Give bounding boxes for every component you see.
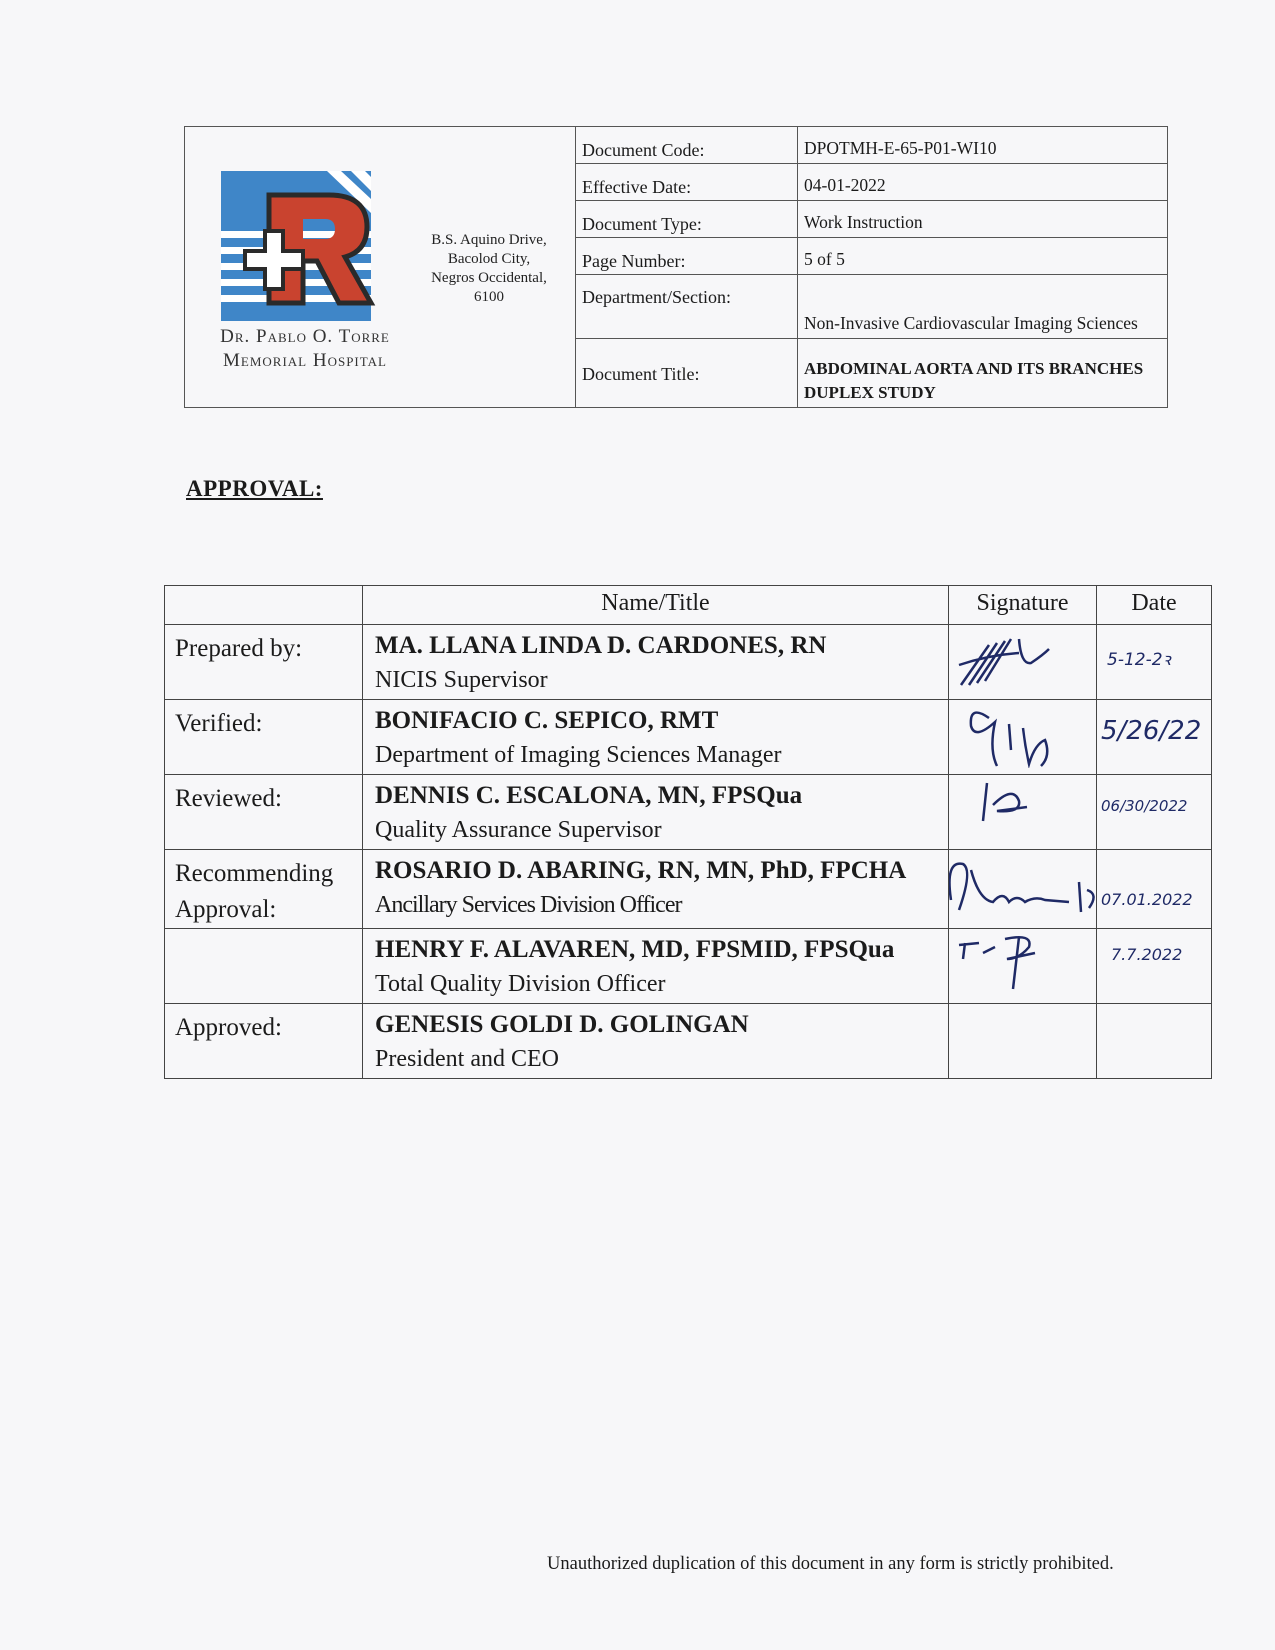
hospital-name-line2: Memorial Hospital [223, 350, 387, 371]
approval-table [164, 585, 1212, 1079]
person-name: HENRY F. ALAVAREN, MD, FPSMID, FPSQua [375, 936, 895, 963]
signature-mark [949, 700, 1097, 768]
signed-date: 5/26/22 [1101, 716, 1202, 746]
info-row-department [576, 275, 1167, 339]
name-title-column-header: Name/Title [363, 586, 949, 625]
date-cell [1097, 625, 1212, 700]
info-row-effective-date [576, 164, 1167, 201]
hospital-name [195, 325, 415, 373]
signature-cell [949, 929, 1097, 1004]
role-label: Recommending Approval: [165, 850, 363, 929]
approval-row-reviewed [165, 775, 1212, 850]
info-label: Effective Date: [576, 164, 798, 200]
person-title: Quality Assurance Supervisor [375, 817, 662, 843]
hospital-logo-icon [217, 169, 387, 329]
signature-cell [949, 850, 1097, 929]
name-title-cell [363, 929, 949, 1004]
info-row-document-title [576, 339, 1167, 407]
person-name: GENESIS GOLDI D. GOLINGAN [375, 1011, 749, 1038]
info-label: Document Title: [576, 339, 798, 407]
document-header [184, 126, 1168, 408]
info-value: DPOTMH-E-65-P01-WI10 [804, 138, 997, 158]
role-label: Approved: [165, 1004, 363, 1079]
name-title-cell [363, 625, 949, 700]
approval-row-recommending [165, 850, 1212, 929]
info-row-document-code [576, 127, 1167, 164]
address-line: Negros Occidental, [431, 270, 547, 286]
info-label: Document Type: [576, 201, 798, 237]
person-name: DENNIS C. ESCALONA, MN, FPSQua [375, 782, 803, 809]
signature-cell [949, 1004, 1097, 1079]
confidentiality-footer: Unauthorized duplication of this document in any form is strictly prohibited. [547, 1554, 1114, 1574]
signature-cell [949, 625, 1097, 700]
approval-row-prepared [165, 625, 1212, 700]
person-title: President and CEO [375, 1046, 559, 1072]
person-name: ROSARIO D. ABARING, RN, MN, PhD, FPCHA [375, 857, 907, 884]
signature-cell [949, 775, 1097, 850]
role-label [165, 929, 363, 1004]
person-title: Ancillary Services Division Officer [375, 892, 682, 918]
date-cell [1097, 1004, 1212, 1079]
signed-date: 06/30/2022 [1101, 797, 1188, 815]
approval-heading: APPROVAL: [186, 476, 323, 501]
name-title-cell [363, 775, 949, 850]
info-label: Page Number: [576, 238, 798, 274]
name-title-cell [363, 1004, 949, 1079]
signature-column-header: Signature [949, 586, 1097, 625]
role-label: Reviewed: [165, 775, 363, 850]
date-cell [1097, 700, 1212, 775]
person-name: MA. LLANA LINDA D. CARDONES, RN [375, 632, 827, 659]
document-title: ABDOMINAL AORTA AND ITS BRANCHES DUPLEX STUDY [804, 359, 1144, 402]
info-value: 5 of 5 [804, 249, 845, 269]
info-value: Work Instruction [804, 212, 923, 232]
approval-row-approved [165, 1004, 1212, 1079]
signature-mark [949, 929, 1097, 997]
approval-row-total-quality [165, 929, 1212, 1004]
signature-mark [949, 850, 1097, 918]
person-title: NICIS Supervisor [375, 667, 548, 693]
name-title-cell [363, 700, 949, 775]
hospital-name-line1: Dr. Pablo O. Torre [220, 326, 390, 347]
approval-row-verified [165, 700, 1212, 775]
date-cell [1097, 850, 1212, 929]
role-column-header [165, 586, 363, 625]
hospital-address [411, 231, 567, 307]
signed-date: 07.01.2022 [1101, 890, 1193, 909]
info-value: Non-Invasive Cardiovascular Imaging Sciences [804, 313, 1138, 333]
hospital-branding [185, 127, 576, 407]
date-column-header: Date [1097, 586, 1212, 625]
info-label: Document Code: [576, 127, 798, 163]
address-line: 6100 [474, 289, 504, 305]
role-label: Prepared by: [165, 625, 363, 700]
person-title: Total Quality Division Officer [375, 971, 666, 997]
signature-mark [949, 775, 1097, 843]
role-label: Verified: [165, 700, 363, 775]
address-line: B.S. Aquino Drive, [431, 232, 547, 248]
document-info [576, 127, 1167, 407]
signed-date: 5-12-2ꝛ [1107, 650, 1171, 670]
date-cell [1097, 775, 1212, 850]
info-label: Department/Section: [576, 275, 798, 338]
info-row-page-number [576, 238, 1167, 275]
signed-date: 7.7.2022 [1111, 945, 1183, 964]
person-name: BONIFACIO C. SEPICO, RMT [375, 707, 719, 734]
name-title-cell [363, 850, 949, 929]
address-line: Bacolod City, [447, 251, 531, 267]
info-value: 04-01-2022 [804, 175, 886, 195]
person-title: Department of Imaging Sciences Manager [375, 742, 782, 768]
date-cell [1097, 929, 1212, 1004]
approval-header-row [165, 586, 1212, 625]
signature-mark [949, 625, 1097, 693]
signature-cell [949, 700, 1097, 775]
info-row-document-type [576, 201, 1167, 238]
